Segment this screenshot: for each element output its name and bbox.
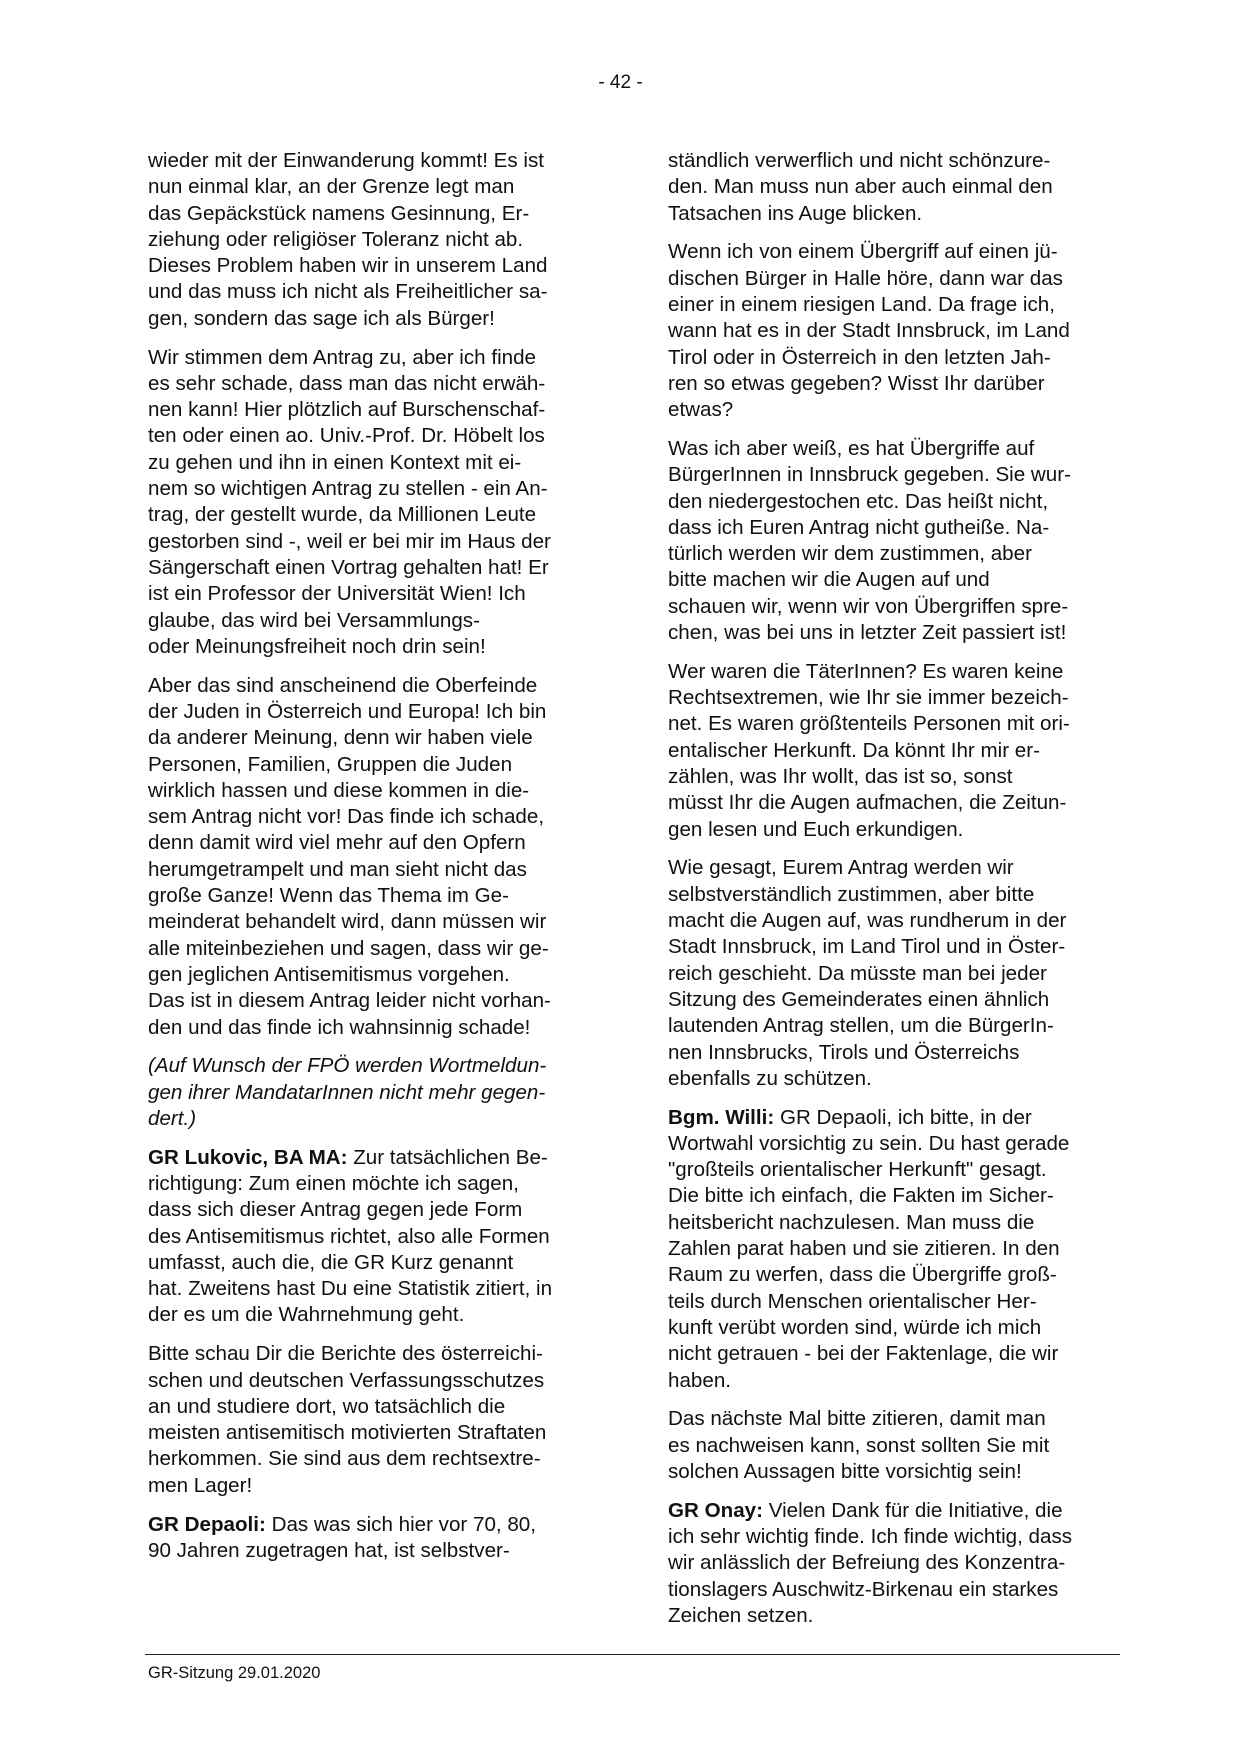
speech-text: GR Depaoli, ich bitte, in der Wortwahl vorsichtig zu sein. Du hast gerade "großteils orientalischer Herkunft" gesagt. Die bitte ich einfach, die Fakten im Sicher- heitsbericht nachzulesen. Man muss die Zahlen parat haben und sie zitieren. In den Raum zu werfen, dass die Übergriffe groß- teils durch Menschen orientalischer Her- kunft verübt worden sind, würde ich mich nicht getrauen - bei der Faktenlage, die wir haben.	[668, 1105, 1070, 1392]
speech-text: Zur tatsächlichen Be- richtigung: Zum einen möchte ich sagen, dass sich dieser Antrag gegen jede Form des Antisemitismus richtet, also alle Formen umfasst, auch die, die GR Kurz genannt hat. Zweitens hast Du eine Statistik zitiert, in der es um die Wahrnehmung geht.	[148, 1145, 553, 1327]
speech-depaoli	[148, 1512, 600, 1565]
footer-divider	[145, 1654, 1120, 1655]
paragraph: Wie gesagt, Eurem Antrag werden wir selbstverständlich zustimmen, aber bitte macht die Augen auf, was rundherum in der Stadt Innsbruck, im Land Tirol und in Öster- reich geschieht. Da müsste man bei jeder Sitzung des Gemeinderates einen ähnlich lautenden Antrag stellen, um die BürgerIn- nen Innsbrucks, Tirols und Österreichs ebenfalls zu schützen.	[668, 856, 1067, 1090]
speech-willi	[668, 1105, 1118, 1394]
paragraph: Aber das sind anscheinend die Oberfeinde der Juden in Österreich und Europa! Ich bin da anderer Meinung, denn wir haben viele Personen, Familien, Gruppen die Juden wirklich hassen und diese kommen in die- sem Antrag nicht vor! Das finde ich schade, denn damit wird viel mehr auf den Opfern herumgetrampelt und man sieht nicht das große Ganze! Wenn das Thema im Ge- meinderat behandelt wird, dann müssen wir alle miteinbeziehen und sagen, dass wir ge- gen jeglichen Antisemitismus vorgehen. Das ist in diesem Antrag leider nicht vorhan- den und das finde ich wahnsinnig schade!	[148, 673, 551, 1039]
paragraph: Was ich aber weiß, es hat Übergriffe auf BürgerInnen in Innsbruck gegeben. Sie wur- den niedergestochen etc. Das heißt nicht, dass ich Euren Antrag nicht gutheiße. Na- türlich werden wir dem zustimmen, aber bitte machen wir die Augen auf und schauen wir, wenn wir von Übergriffen spre- chen, was bei uns in letzter Zeit passiert ist!	[668, 436, 1071, 645]
paragraph: ständlich verwerflich und nicht schönzure- den. Man muss nun aber auch einmal den Tatsachen ins Auge blicken.	[668, 149, 1053, 225]
speech-text: Vielen Dank für die Initiative, die ich sehr wichtig finde. Ich finde wichtig, dass wir anlässlich der Befreiung des Konzentra- tionslagers Auschwitz-Birkenau ein starkes Zeichen setzen.	[668, 1498, 1073, 1627]
speaker-name: GR Lukovic, BA MA:	[148, 1145, 348, 1169]
speech-text: Das was sich hier vor 70, 80, 90 Jahren zugetragen hat, ist selbstver-	[148, 1512, 536, 1562]
speech-onay	[668, 1498, 1118, 1629]
speaker-name: Bgm. Willi:	[668, 1105, 775, 1129]
paragraph: Wer waren die TäterInnen? Es waren keine Rechtsextremen, wie Ihr sie immer bezeich- net. Es waren größtenteils Personen mit ori- entalischer Herkunft. Da könnt Ihr mir er- zählen, was Ihr wollt, das ist so, sonst müsst Ihr die Augen aufmachen, die Zeitun- gen lesen und Euch erkundigen.	[668, 659, 1070, 841]
paragraph: Bitte schau Dir die Berichte des österreichi- schen und deutschen Verfassungsschutzes an und studiere dort, wo tatsächlich die meisten antisemitisch motivierten Straftaten herkommen. Sie sind aus dem rechtsextre- men Lager!	[148, 1342, 547, 1497]
speech-lukovic	[148, 1145, 600, 1329]
speaker-name: GR Depaoli:	[148, 1512, 266, 1536]
footer-session-date: GR-Sitzung 29.01.2020	[148, 1664, 321, 1682]
page-number: - 42 -	[598, 72, 643, 93]
paragraph: Wenn ich von einem Übergriff auf einen jü- dischen Bürger in Halle höre, dann war das einer in einem riesigen Land. Da frage ich, wann hat es in der Stadt Innsbruck, im Land Tirol oder in Österreich in den letzten Jah- ren so etwas gegeben? Wisst Ihr darüber etwas?	[668, 240, 1070, 422]
speaker-name: GR Onay:	[668, 1498, 763, 1522]
editorial-note: (Auf Wunsch der FPÖ werden Wortmeldun- gen ihrer MandatarInnen nicht mehr gegen- dert.)	[148, 1054, 547, 1130]
left-column	[148, 148, 600, 1577]
right-column	[668, 148, 1118, 1642]
paragraph: wieder mit der Einwanderung kommt! Es ist nun einmal klar, an der Grenze legt man das Gepäckstück namens Gesinnung, Er- ziehung oder religiöser Toleranz nicht ab. Dieses Problem haben wir in unserem Land und das muss ich nicht als Freiheitlicher sa- gen, sondern das sage ich als Bürger!	[148, 149, 548, 330]
paragraph: Das nächste Mal bitte zitieren, damit man es nachweisen kann, sonst sollten Sie mit solchen Aussagen bitte vorsichtig sein!	[668, 1407, 1050, 1483]
paragraph: Wir stimmen dem Antrag zu, aber ich finde es sehr schade, dass man das nicht erwäh- nen kann! Hier plötzlich auf Burschenschaf- ten oder einen ao. Univ.-Prof. Dr. Höbelt los zu gehen und ihn in einen Kontext mit ei- nem so wichtigen Antrag zu stellen - ein An- trag, der gestellt wurde, da Millionen Leute gestorben sind -, weil er bei mir im Haus der Sängerschaft einen Vortrag gehalten hat! Er ist ein Professor der Universität Wien! Ich glaube, das wird bei Versammlungs- oder Meinungsfreiheit noch drin sein!	[148, 345, 551, 658]
